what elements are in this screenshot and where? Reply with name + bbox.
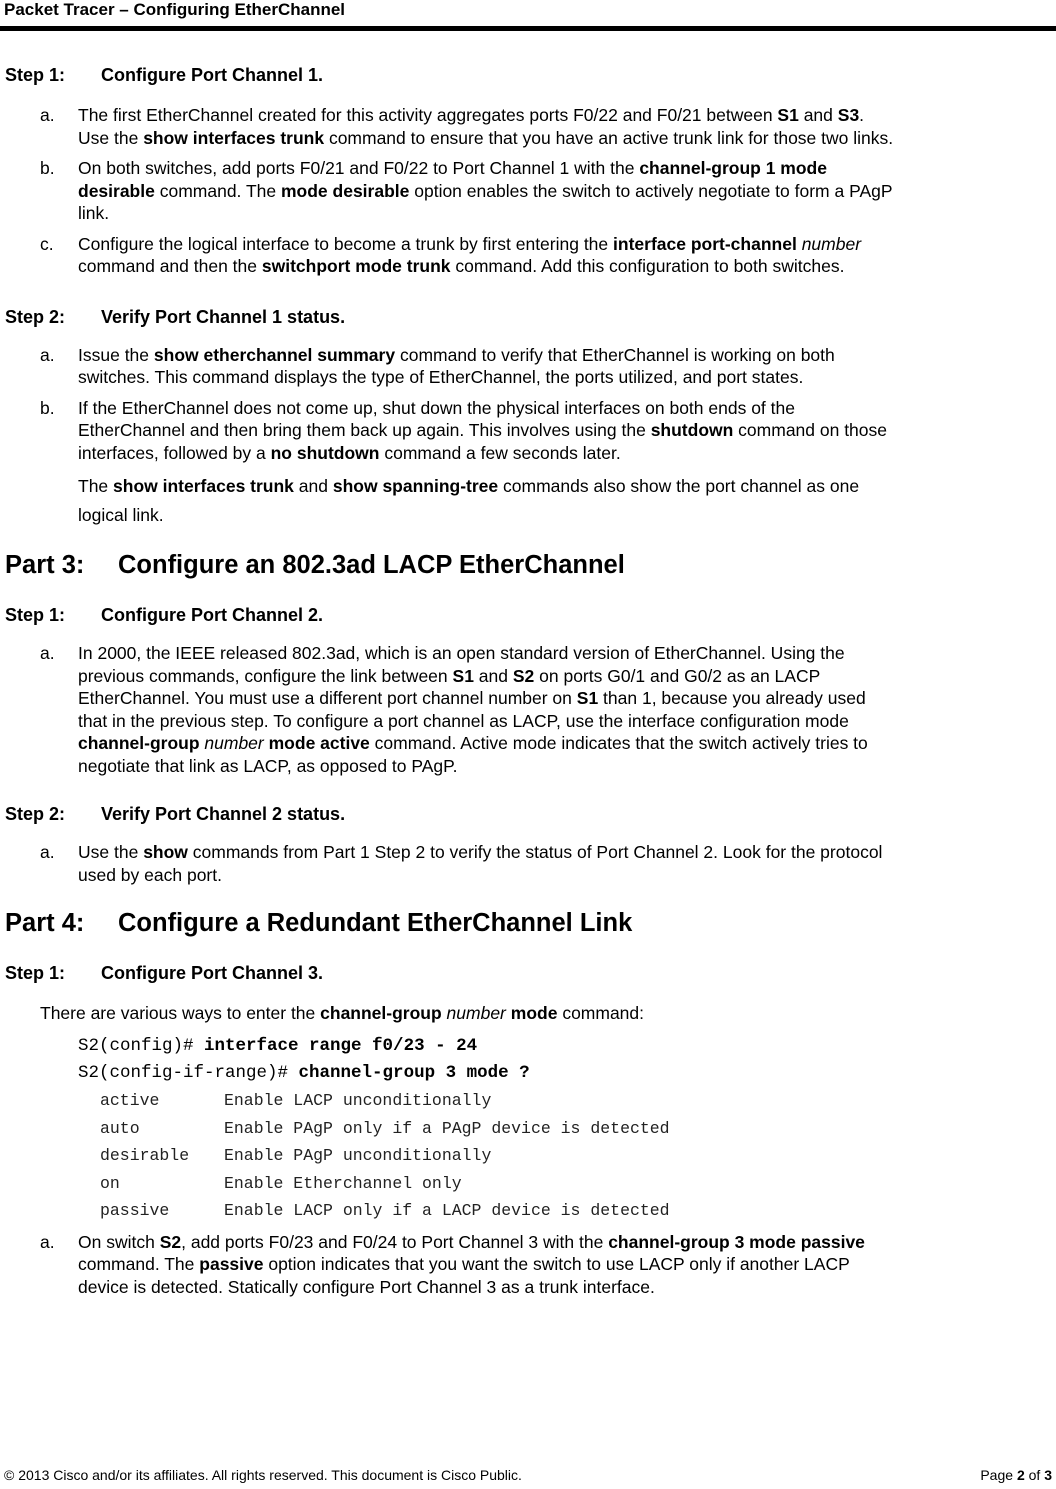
cli-line: S2(config)# interface range f0/23 - 24 <box>78 1036 478 1056</box>
intro-paragraph: There are various ways to enter the channel-group number mode command: <box>40 1003 645 1023</box>
page-footer <box>4 1466 1052 1484</box>
list-item: a. On switch S2, add ports F0/23 and F0/24 to Port Channel 3 with the channel-group 3 mode passive command. The passive option indicates that you want the switch to use LACP only if another LACP device is detected. Statically configure Port Channel 3 as a trunk interface. <box>40 1231 865 1297</box>
part-heading: Part 4: Configure a Redundant EtherChannel Link <box>5 909 633 937</box>
cli-line: S2(config-if-range)# channel-group 3 mode ? <box>78 1063 530 1083</box>
step-heading: Step 2: Verify Port Channel 1 status. <box>5 306 346 327</box>
note-paragraph: The show interfaces trunk and show spanning-tree commands also show the port channel as one logical link. <box>78 476 860 525</box>
page-number: Page 2 of 3 <box>980 1467 1052 1483</box>
copyright-notice: © 2013 Cisco and/or its affiliates. All rights reserved. This document is Cisco Public. <box>4 1467 522 1483</box>
cli-option: passive Enable LACP only if a LACP device is detected <box>100 1201 670 1220</box>
cli-option: desirable Enable PAgP unconditionally <box>100 1146 492 1165</box>
step-heading: Step 1: Configure Port Channel 3. <box>5 963 324 983</box>
list-item: b. On both switches, add ports F0/21 and F0/22 to Port Channel 1 with the channel-group 1 mode desirable command. The mode desirable option enables the switch to actively negotiate to form a PAgP link. <box>40 158 893 223</box>
step-heading: Step 1: Configure Port Channel 2. <box>5 605 324 625</box>
cli-option: auto Enable PAgP only if a PAgP device is detected <box>100 1118 670 1138</box>
cli-option: on Enable Etherchannel only <box>100 1173 462 1193</box>
header-divider <box>0 26 1056 31</box>
list-item: a. In 2000, the IEEE released 802.3ad, which is an open standard version of EtherChannel. Using the previous commands, configure the link between S1 and S2 on ports G0/1 and G0/2 as an LACP EtherChannel. You must use a different port channel number on S1 than 1, because you already used that in the previous step. To configure a port channel as LACP, use the interface configuration mode channel-group number mode active command. Active mode indicates that the switch actively tries to negotiate that link as LACP, as opposed to PAgP. <box>40 643 868 776</box>
list-item: a. Use the show commands from Part 1 Step 2 to verify the status of Port Channel 2. Look for the protocol used by each port. <box>40 842 883 885</box>
page-header-title: Packet Tracer – Configuring EtherChannel <box>4 0 346 19</box>
step-heading: Step 1: Configure Port Channel 1. <box>5 65 324 85</box>
cli-option: active Enable LACP unconditionally <box>100 1091 492 1110</box>
part-heading: Part 3: Configure an 802.3ad LACP EtherChannel <box>5 551 625 579</box>
step-heading: Step 2: Verify Port Channel 2 status. <box>5 804 346 824</box>
list-item: a. Issue the show etherchannel summary command to verify that EtherChannel is working on both switches. This command displays the type of EtherChannel, the ports utilized, and port states. <box>40 344 835 387</box>
list-item: b. If the EtherChannel does not come up, shut down the physical interfaces on both ends of the EtherChannel and then bring them back up again. This involves using the shutdown command on those interfaces, followed by a no shutdown command a few seconds later. <box>40 397 888 463</box>
list-item: c. Configure the logical interface to become a trunk by first entering the interface port-channel number command and then the switchport mode trunk command. Add this configuration to both switches. <box>40 233 862 276</box>
document-body <box>0 64 1056 1298</box>
list-item: a. The first EtherChannel created for this activity aggregates ports F0/22 and F0/21 between S1 and S3. Use the show interfaces trunk command to ensure that you have an active trunk link for those two links. <box>40 105 894 148</box>
